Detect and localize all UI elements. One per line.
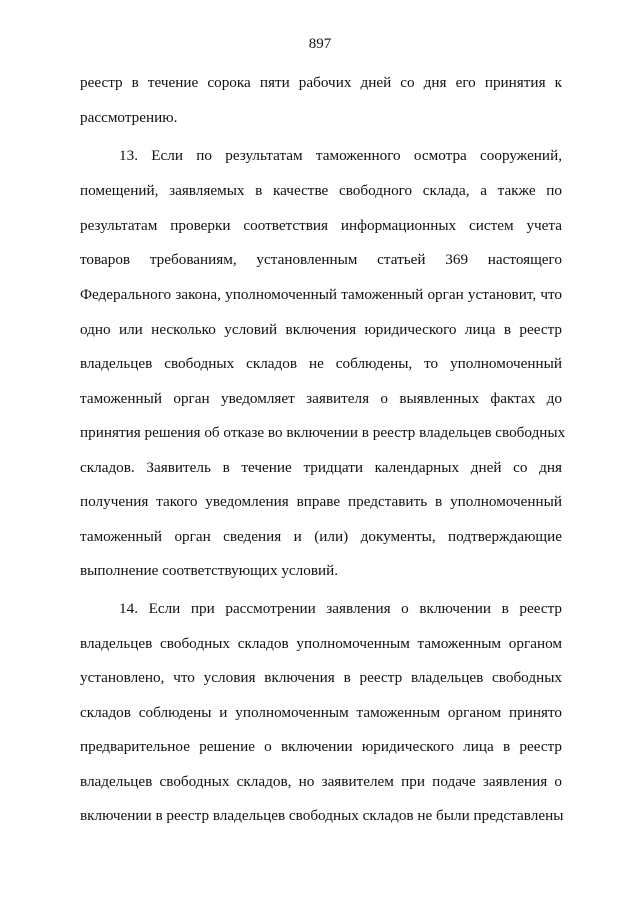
text-line: 13. Если по результатам таможенного осмотра сооружений, [119, 147, 562, 164]
text-line: рассмотрению. [80, 109, 178, 126]
text-line: помещений, заявляемых в качестве свободного склада, а также по [80, 182, 562, 199]
text-line: товаров требованиям, установленным статьей 369 настоящего [80, 251, 562, 268]
text-line: Федерального закона, уполномоченный таможенный орган установит, что [80, 286, 562, 303]
text-line: результатам проверки соответствия информационных систем учета [80, 217, 562, 234]
text-line: установлено, что условия включения в реестр владельцев свободных [80, 669, 562, 686]
text-line: реестр в течение сорока пяти рабочих дней со дня его принятия к [80, 74, 562, 91]
text-line: владельцев свободных складов не соблюдены, то уполномоченный [80, 355, 562, 372]
text-line: таможенный орган уведомляет заявителя о выявленных фактах до [80, 390, 562, 407]
text-line: складов. Заявитель в течение тридцати календарных дней со дня [80, 459, 562, 476]
text-line: таможенный орган сведения и (или) документы, подтверждающие [80, 528, 562, 545]
text-line: получения такого уведомления вправе представить в уполномоченный [80, 493, 562, 510]
text-line: владельцев свободных складов, но заявителем при подаче заявления о [80, 773, 562, 790]
text-line: предварительное решение о включении юридического лица в реестр [80, 738, 562, 755]
text-line: выполнение соответствующих условий. [80, 562, 339, 579]
text-line: одно или несколько условий включения юридического лица в реестр [80, 321, 562, 338]
text-line: владельцев свободных складов уполномоченным таможенным органом [80, 635, 562, 652]
text-line: 14. Если при рассмотрении заявления о включении в реестр [119, 600, 562, 617]
text-line: принятия решения об отказе во включении в реестр владельцев свободных [80, 424, 566, 441]
page-number: 897 [308, 36, 332, 52]
text-line: включении в реестр владельцев свободных складов не были представлены [80, 807, 564, 824]
text-line: складов соблюдены и уполномоченным таможенным органом принято [80, 704, 562, 721]
